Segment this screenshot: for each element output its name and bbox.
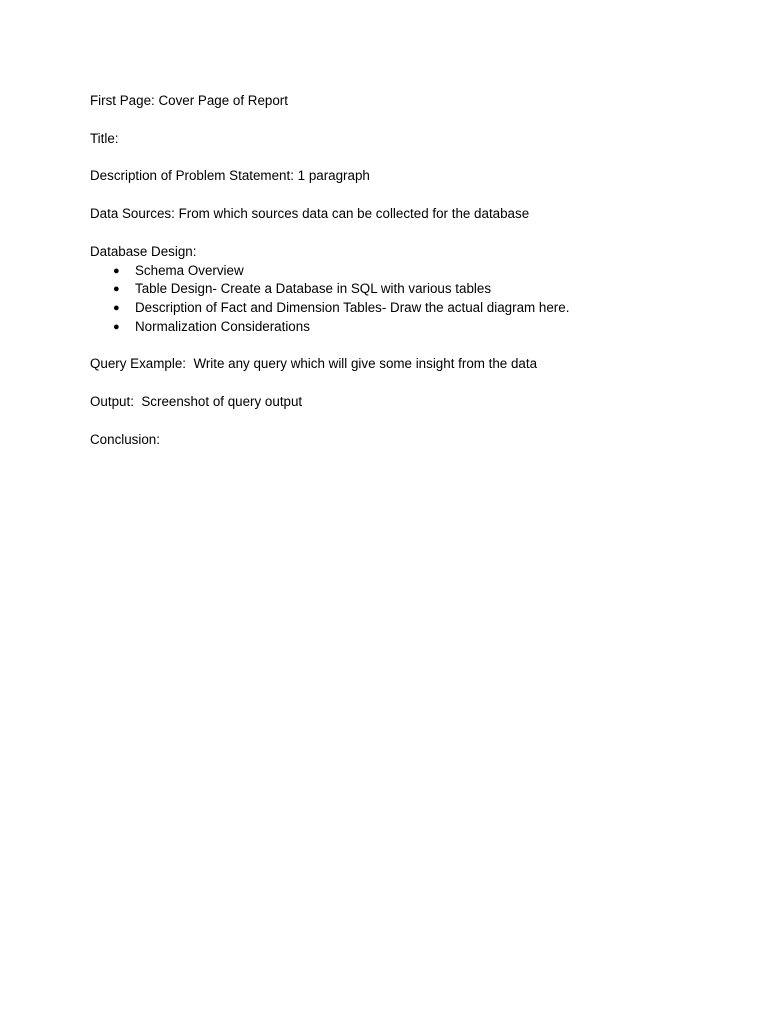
database-design-list: [90, 262, 730, 337]
bullet-icon: ●: [113, 283, 120, 296]
list-item-text: Table Design- Create a Database in SQL with various tables: [135, 281, 492, 297]
bullet-icon: ●: [113, 264, 120, 277]
list-item: [90, 262, 730, 281]
list-item-text: Schema Overview: [135, 262, 244, 278]
bullet-icon: ●: [113, 301, 120, 314]
problem-description-line: Description of Problem Statement: 1 paragraph: [90, 168, 370, 184]
title-line: Title:: [90, 130, 119, 146]
cover-page-line: First Page: Cover Page of Report: [90, 93, 288, 108]
output-line: Output: Screenshot of query output: [90, 394, 303, 410]
list-item: [90, 318, 730, 337]
query-example-line: Query Example: Write any query which will give some insight from the data: [90, 356, 538, 372]
list-item: [90, 299, 730, 318]
list-item-text: Normalization Considerations: [135, 318, 310, 334]
list-item: [90, 280, 730, 299]
document-body: [90, 92, 730, 468]
data-sources-line: Data Sources: From which sources data can be collected for the database: [90, 206, 530, 222]
database-design-heading: Database Design:: [90, 243, 197, 259]
conclusion-line: Conclusion:: [90, 431, 160, 447]
bullet-icon: ●: [113, 320, 120, 333]
list-item-text: Description of Fact and Dimension Tables- Draw the actual diagram here.: [135, 299, 570, 315]
